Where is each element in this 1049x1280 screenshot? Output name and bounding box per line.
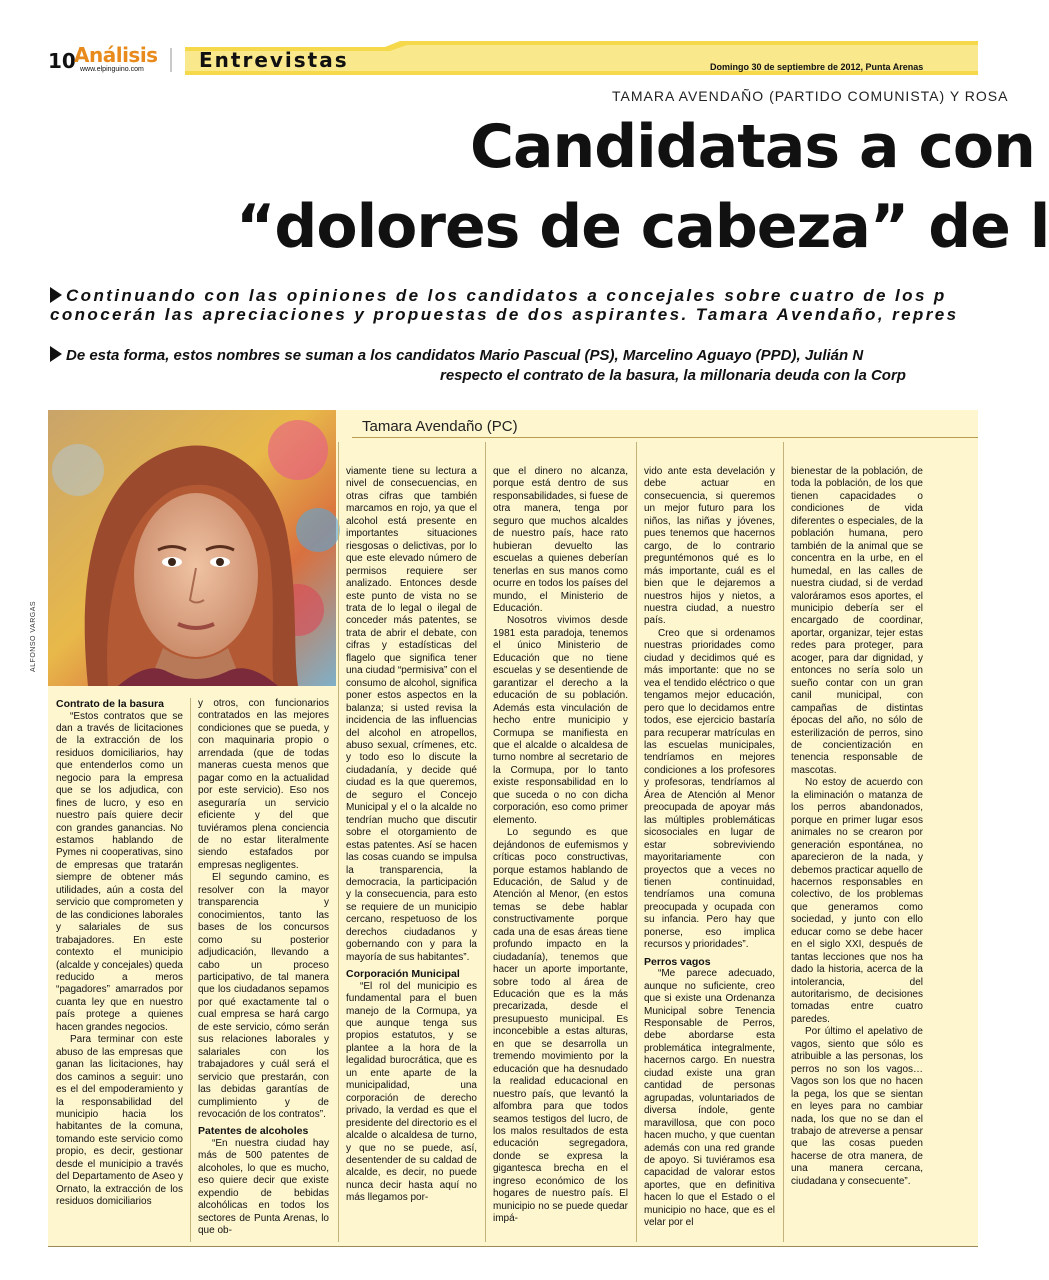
issue-date: Domingo 30 de septiembre de 2012, Punta Arenas xyxy=(710,62,924,72)
lead-paragraph-1 xyxy=(50,286,958,324)
paragraph: El segundo camino, es resolver con la mayor transparencia y conocimientos, tanto las bases de los concursos como su posterior adjudicación, llevando a cabo un proceso participativo, de tal manera que los ciudadanos sepamos por qué exactamente tal o cual empresa se hará cargo de este servicio, cómo serán sus relaciones laborales y salariales con los trabajadores y cuál será el servicio que prestarán, con las debidas garantías de cumplimiento y de revocación de los contratos”. xyxy=(198,872,329,1120)
bullet-triangle-icon xyxy=(50,287,62,303)
headline-kicker: TAMARA AVENDAÑO (PARTIDO COMUNISTA) Y ROSA xyxy=(612,88,1009,104)
paragraph: que el dinero no alcanza, porque está dentro de sus responsabilidades, si fuese de otra manera, tenga por seguro que muchos alcaldes de nuestro país, hace rato hubieran devuelto las escuelas a quienes deberían tenerlas en sus manos como ocurre en todos los países del mundo, el Ministerio de Educación. xyxy=(493,466,628,614)
lead2-line1: De esta forma, estos nombres se suman a los candidatos Mario Pascual (PS), Marcelino Aguayo (PPD), Julián N xyxy=(66,347,864,364)
photo-credit: ALFONSO VARGAS xyxy=(30,600,37,672)
lead2-line2: respecto el contrato de la basura, la millonaria deuda con la Corp xyxy=(440,367,906,384)
lead1-line1: Continuando con las opiniones de los candidatos a concejales sobre cuatro de los p xyxy=(66,286,947,305)
article-column-6 xyxy=(791,466,923,1188)
header-divider xyxy=(170,48,172,72)
article-column-3 xyxy=(346,466,477,1205)
headline-title-line1: Candidatas a con xyxy=(470,112,1035,182)
logo-url: www.elpinguino.com xyxy=(80,66,144,73)
lead1-line2: conocerán las apreciaciones y propuestas de dos aspirantes. Tamara Avendaño, repres xyxy=(50,305,959,324)
name-underline xyxy=(352,437,978,438)
column-divider xyxy=(783,442,784,1242)
paragraph: “En nuestra ciudad hay más de 500 patentes de alcoholes, lo que es mucho, eso quiere decir que existe expendio de bebidas alcohólicas en todos los sectores de Punta Arenas, lo que ob- xyxy=(198,1137,329,1237)
paragraph: bienestar de la población, de toda la población, de los que tienen capacidades o condiciones de vida diferentes o especiales, de la población humana, pero también de la animal que se concentra en la urbe, en el humedal, en las calles de nuestra ciudad, si de verdad valoráramos esos aportes, el municipio debería ser el encargado de coordinar, aportar, organizar, tejer estas redes para proteger, para acoger, para dar dignidad, y entonces no sería solo un sueño contar con un gran canil municipal, con campañas de distintas épocas del año, no sólo de esterilización de perros, sino de concientización en tenencia responsable de mascotas. xyxy=(791,466,923,776)
lead-paragraph-2 xyxy=(50,346,906,386)
newspaper-logo xyxy=(74,43,158,73)
subhead-contrato: Contrato de la basura xyxy=(56,698,164,710)
paragraph: y otros, con funcionarios contratados en las mejores condiciones que se pueda, y con maquinaria propio o arrendada (que de todas maneras cuesta menos que pagar como en la actualidad por este servicio). Eso nos aseguraría un servicio eficiente y del que tuviéramos plena conciencia de no estar literalmente siendo estafados por empresas negligentes. xyxy=(198,698,329,871)
column-divider xyxy=(636,442,637,1242)
paragraph: “Me parece adecuado, aunque no suficiente, creo que si existe una Ordenanza Municipal sobre Tenencia Responsable de Perros, debe abordarse esta problemática integralmente, hacernos cargo. En nuestra ciudad existe una gran cantidad de personas agrupadas, voluntariados de diversa índole, gente maravillosa, que con poco hacen mucho, y que cuentan además con una red grande de apoyo. Si tuviéramos esa capacidad de valorar estos aportes, que en definitiva hacen lo que el Estado o el municipio no hace, que es el velar por el xyxy=(644,968,775,1229)
article-column-4 xyxy=(493,466,628,1226)
article-column-2 xyxy=(198,698,329,1238)
paragraph: Lo segundo es que dejándonos de eufemismos y críticas poco constructivas, porque estamos hablando de Educación, de Salud y de Atención al Menor, (en estos temas se debe hablar constructivamente porque cada una de esas áreas tiene profundo impacto en la ciudadanía), tenemos que hacer un aporte importante, sobre todo al área de Educación que es la más precarizada, desde el presupuesto municipal. Es inconcebible a estas alturas, en que se desarrolla un tremendo movimiento por la educación que ha desnudado la realidad educacional en nuestro país, que levantó la alfombra para que todos seamos testigos del lucro, de los malos resultados de esta educación segregadora, donde se expresa la gigantesca brecha en el ingreso económico de los hogares de nuestro país. El municipio no se puede quedar impá- xyxy=(493,827,628,1225)
section-title: Entrevistas xyxy=(199,48,349,72)
column-divider xyxy=(190,698,191,1242)
column-divider xyxy=(485,442,486,1242)
article-column-5 xyxy=(644,466,775,1230)
headline-title-line2: “dolores de cabeza” de l xyxy=(236,192,1049,262)
portrait-photo xyxy=(48,410,336,686)
paragraph: Creo que si ordenamos nuestras prioridades como ciudad y decidimos qué es más importante: que no se vea el tendido eléctrico o que tengamos mejor educación, pero que lo decidamos entre todos, ese ejercicio bastaría para recuperar matrículas en las escuelas municipales, tendríamos en mejores condiciones a los profesores y profesoras, tendríamos al Área de Atención al Menor preocupada de apoyar más las múltiples problemáticas sicosociales en lugar de estar sobreviviendo mayoritariamente con proyectos que a veces no tienen continuidad, tendríamos una comuna preocupada y ocupada con su infancia. Pero hay que ponerse, eso implica recursos y prioridades”. xyxy=(644,627,775,951)
interviewee-name: Tamara Avendaño (PC) xyxy=(362,418,518,435)
subhead-perros: Perros vagos xyxy=(644,955,711,968)
logo-brand: Análisis xyxy=(74,43,158,67)
paragraph: vido ante esta develación y debe actuar en consecuencia, si queremos un mejor futuro para los niños, las niñas y jóvenes, pues tenemos que hacernos cargo, de lo contrario preguntémonos qué es lo más importante, cuál es el bien que le dejaremos a nuestros hijos y nietos, a nuestra ciudad, a nuestro país. xyxy=(644,466,775,627)
paragraph: Por último el apelativo de vagos, siento que sólo es atribuible a las personas, los perros no son los vagos… Vagos son los que no hacen la pega, los que se sientan en leyes para no cambiar nada, los que no se dan el trabajo de atreverse a pensar que las cosas pueden hacerse de otra manera, de una manera cercana, ciudadana y consecuente”. xyxy=(791,1026,923,1187)
paragraph: viamente tiene su lectura a nivel de consecuencias, en otras cifras que también marcamos en rojo, ya que el alcohol está presente en importantes situaciones riesgosas o delictivas, por lo que este elevado número de permisos requiere ser analizado. Entonces desde este punto de vista no se trata de lo legal o ilegal de conceder más patentes, se trata de abrir el debate, con cifras y estadísticas del flagelo que significa tener una ciudad “permisiva” con el consumo de alcohol, significa poner estos aspectos en la balanza; si usted revisa la incidencia de las influencias del alcohol en atropellos, abuso sexual, crímenes, etc. y todo eso lo discute la ciudadanía, y decide qué ciudad es la que queremos, de seguro el Concejo Municipal y el o la alcalde no tendrían mucho que discutir sobre el otorgamiento de estas patentes. Así se hacen las cosas cuando se impulsa la transparencia, la democracia, la participación y la consecuencia, para esto se requiere de un municipio cercano, respetuoso de los derechos ciudadanos y gobernando con y para la mayoría de sus habitantes”. xyxy=(346,466,477,963)
subhead-corporacion: Corporación Municipal xyxy=(346,968,460,981)
column-divider xyxy=(338,442,339,1242)
page-number: 10 xyxy=(48,49,76,73)
paragraph: “Estos contratos que se dan a través de licitaciones de la extracción de los residuos domiciliarios, hay que entenderlos como un negocio para la empresa que se los adjudica, con fines de lucro, y eso en nuestro país quiere decir con grandes ganancias. No estamos hablando de Pymes ni cooperativas, sino de empresas que tratarán siempre de obtener más utilidades, aún a costa del servicio que comprometen y de las condiciones laborales y salariales de sus trabajadores. En este contexto el municipio (alcalde y concejales) queda reducido a meros “pagadores” amarrados por cuanta ley que en nuestro país protege a quienes hacen grandes negocios. xyxy=(56,710,183,1033)
bullet-triangle-icon xyxy=(50,346,62,362)
article-column-1 xyxy=(56,698,183,1209)
paragraph: No estoy de acuerdo con la eliminación o matanza de los perros abandonados, porque en primer lugar esos animales no se crearon por generación espontánea, no aparecieron de la nada, y debemos practicar aquello de hacernos responsables en colectivo, de los problemas que generamos como sociedad, y junto con ello educar como se debe hacer en el siglo XXI, después de tantas lecciones que nos ha dado la historia, acerca de la intolerancia, del autoritarismo, de decisiones tomadas entre cuatro paredes. xyxy=(791,777,923,1025)
paragraph: Nosotros vivimos desde 1981 esta paradoja, tenemos el único Ministerio de Educación que no tiene escuelas y se desentiende de garantizar el derecho a la educación de su población. Además esta vinculación de hecho entre municipio y Cormupa se manifiesta en que el alcalde o alcaldesa de turno nombre al secretario de la Cormupa, por lo tanto existe responsabilidad en lo que suceda o no con dicha corporación, eso como primer elemento. xyxy=(493,615,628,826)
bottom-rule xyxy=(48,1246,978,1247)
paragraph: Para terminar con este abuso de las empresas que ganan las licitaciones, hay dos caminos a seguir: uno es el del empoderamiento y la responsabilidad del municipio hacia los habitantes de la comuna, tomando este servicio como propio, es decir, gestionar desde el municipio a través del Departamento de Aseo y Ornato, la extracción de los residuos domiciliarios xyxy=(56,1034,183,1208)
paragraph: “El rol del municipio es fundamental para el buen manejo de la Cormupa, ya que aunque tenga sus propios estatutos, y se plantee a la hora de la legalidad burocrática, que es un ente aparte de la municipalidad, una corporación de derecho privado, la verdad es que el presidente del directorio es el alcalde o alcaldesa de turno, y que no se puede, así, desentender de su caldad de alcalde, es decir, no puede nunca decir hasta aquí no más llegamos por- xyxy=(346,980,477,1204)
subhead-patentes: Patentes de alcoholes xyxy=(198,1125,309,1138)
